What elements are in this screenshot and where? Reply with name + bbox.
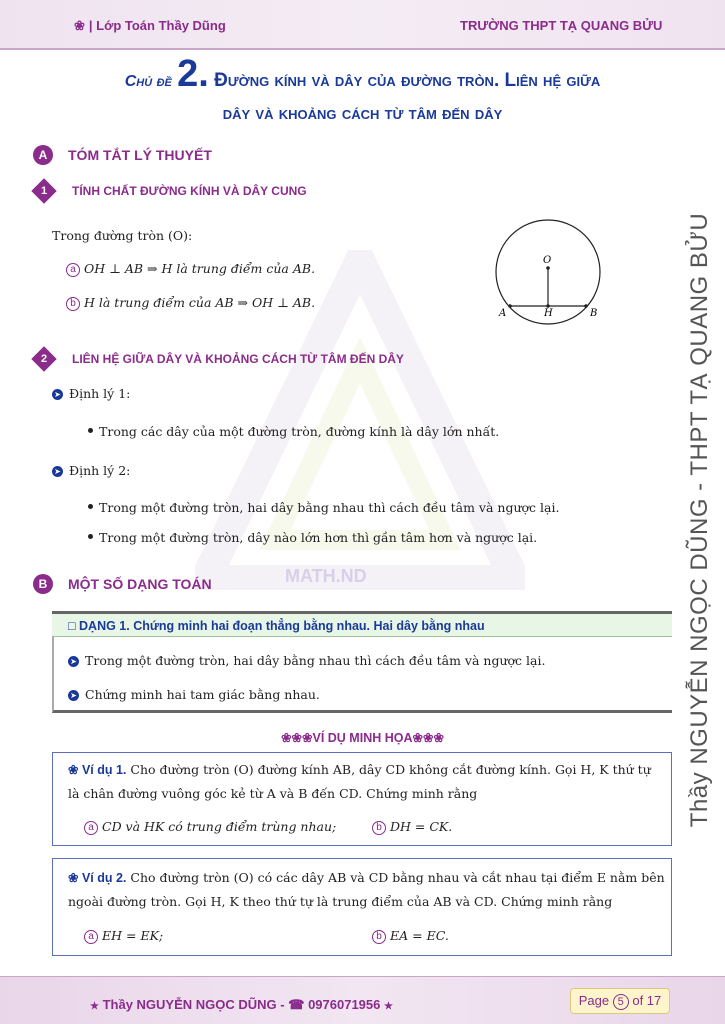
footer-author-text: Thầy NGUYỄN NGỌC DŨNG - <box>102 997 285 1012</box>
thm1-bullet1-text: Trong các dây của một đường tròn, đường kính là dây lớn nhất. <box>99 424 500 439</box>
sub2-badge <box>31 346 56 371</box>
arrow-icon: ➤ <box>68 690 79 701</box>
page-indicator <box>570 988 670 1014</box>
bullet-icon <box>88 504 93 509</box>
example2-line2: ngoài đường tròn. Gọi H, K theo thứ tự là trung điểm của AB và CD. Chứng minh rằng <box>68 894 613 909</box>
item-a-badge: a <box>84 930 98 944</box>
example1-text1: Cho đường tròn (O) đường kính AB, dây CD không cắt đường kính. Gọi H, K thứ tự <box>130 762 651 777</box>
arrow-icon: ➤ <box>52 389 63 400</box>
label-o: O <box>543 255 552 266</box>
ornament-left-icon: ❀❀❀ <box>281 731 313 745</box>
sub1-item-a <box>66 261 315 277</box>
circle-figure <box>490 210 610 330</box>
star-icon: ★ <box>384 1001 393 1012</box>
example2-b-text: EA = EC. <box>390 928 449 943</box>
label-b: B <box>590 308 598 319</box>
phone-icon: ☎ <box>288 997 305 1012</box>
example1-b-text: DH = CK. <box>390 819 453 834</box>
dang1-item1 <box>68 653 545 668</box>
sub1-intro: Trong đường tròn (O): <box>52 228 193 243</box>
example2-a <box>84 928 163 944</box>
section-a-badge: A <box>33 145 53 165</box>
thm2-bullet2-text: Trong một đường tròn, dây nào lớn hơn thì gần tâm hơn và ngược lại. <box>99 530 538 545</box>
title-line1: Đường kính và dây của đường tròn. Liên hệ giữa <box>214 70 601 91</box>
page-number: 5 <box>613 994 629 1010</box>
item-b-badge: b <box>66 297 80 311</box>
star-icon: ★ <box>90 1001 99 1012</box>
arrow-icon: ➤ <box>52 466 63 477</box>
ornament-right-icon: ❀❀❀ <box>412 731 444 745</box>
dang1-item2 <box>68 687 320 702</box>
bullet-icon <box>88 428 93 433</box>
sub2-title: LIÊN HỆ GIỮA DÂY VÀ KHOẢNG CÁCH TỪ TÂM ĐẾN DÂY <box>72 352 404 366</box>
page-suffix: of 17 <box>632 993 662 1008</box>
sub1-badge-text: 1 <box>40 185 48 197</box>
example2-a-text: EH = EK; <box>102 928 164 943</box>
example1-line2: là chân đường vuông góc kẻ từ A và B đến CD. Chứng minh rằng <box>68 786 478 801</box>
example2-text1: Cho đường tròn (O) có các dây AB và CD bằng nhau và cắt nhau tại điểm E nằm bên <box>130 870 665 885</box>
header-left: ❀ | Lớp Toán Thầy Dũng <box>74 18 226 33</box>
title-line2: dây và khoảng cách từ tâm đến dây <box>222 103 503 124</box>
page-title <box>30 53 695 130</box>
sub1-item-a-text: OH ⊥ AB ⇒ H là trung điểm của AB. <box>84 261 316 276</box>
point-a <box>508 304 512 308</box>
title-prefix: Chủ đề <box>124 73 172 90</box>
example1-label: Ví dụ 1. <box>81 763 127 777</box>
page-prefix: Page <box>578 993 610 1008</box>
thm2-text: Định lý 2: <box>69 463 131 478</box>
section-a-title: TÓM TẮT LÝ THUYẾT <box>68 147 212 163</box>
title-number: 2. <box>177 53 209 95</box>
item-b-badge: b <box>372 821 386 835</box>
sub1-title: TÍNH CHẤT ĐƯỜNG KÍNH VÀ DÂY CUNG <box>72 184 307 198</box>
example1-line1 <box>68 762 651 777</box>
bullet-icon <box>88 534 93 539</box>
example1-a <box>84 819 336 835</box>
sub1-badge <box>31 178 56 203</box>
page-header <box>0 0 725 50</box>
sub2-badge-text: 2 <box>40 353 48 365</box>
dang1-header <box>52 611 672 637</box>
folder-icon: □ <box>68 619 80 633</box>
thm2-bullet2 <box>88 530 537 545</box>
clover-icon: ❀ <box>68 871 82 885</box>
item-a-badge: a <box>66 263 80 277</box>
example1-a-text: CD và HK có trung điểm trùng nhau; <box>102 819 337 834</box>
footer-author <box>90 997 393 1013</box>
thm2-bullet1 <box>88 500 559 515</box>
footer-phone: 0976071956 <box>308 997 381 1012</box>
label-h: H <box>544 308 553 319</box>
thm2-bullet1-text: Trong một đường tròn, hai dây bằng nhau thì cách đều tâm và ngược lại. <box>99 500 560 515</box>
dang1-label <box>68 619 485 633</box>
example2-line1 <box>68 870 665 885</box>
thm2 <box>52 463 130 478</box>
arrow-icon: ➤ <box>68 656 79 667</box>
example2-label: Ví dụ 2. <box>81 871 127 885</box>
dang1-label-text: DẠNG 1. Chứng minh hai đoạn thẳng bằng nhau. Hai dây bằng nhau <box>79 619 485 633</box>
thm1-text: Định lý 1: <box>69 386 131 401</box>
section-b-title: MỘT SỐ DẠNG TOÁN <box>68 576 212 592</box>
point-o <box>546 266 550 270</box>
header-left-text: Lớp Toán Thầy Dũng <box>96 18 226 33</box>
clover-icon: ❀ <box>74 18 85 33</box>
examples-title-text: VÍ DỤ MINH HỌA <box>312 731 413 745</box>
watermark-text: MATH.ND <box>285 566 367 586</box>
dang1-item1-text: Trong một đường tròn, hai dây bằng nhau thì cách đều tâm và ngược lại. <box>85 653 546 668</box>
point-b <box>584 304 588 308</box>
thm1-bullet1 <box>88 424 499 439</box>
thm1 <box>52 386 130 401</box>
examples-title <box>0 730 725 745</box>
example2-b <box>372 928 449 944</box>
sub1-item-b-text: H là trung điểm của AB ⇒ OH ⊥ AB. <box>84 295 316 310</box>
header-right: TRƯỜNG THPT TẠ QUANG BỬU <box>460 18 663 33</box>
example1-b <box>372 819 452 835</box>
side-vertical-text: Thầy NGUYỄN NGỌC DŨNG - THPT TẠ QUANG BỬU <box>686 212 713 828</box>
dang1-item2-text: Chứng minh hai tam giác bằng nhau. <box>85 687 320 702</box>
section-b-badge: B <box>33 574 53 594</box>
label-a: A <box>499 308 507 319</box>
item-b-badge: b <box>372 930 386 944</box>
clover-icon: ❀ <box>68 763 82 777</box>
item-a-badge: a <box>84 821 98 835</box>
sub1-item-b <box>66 295 315 311</box>
